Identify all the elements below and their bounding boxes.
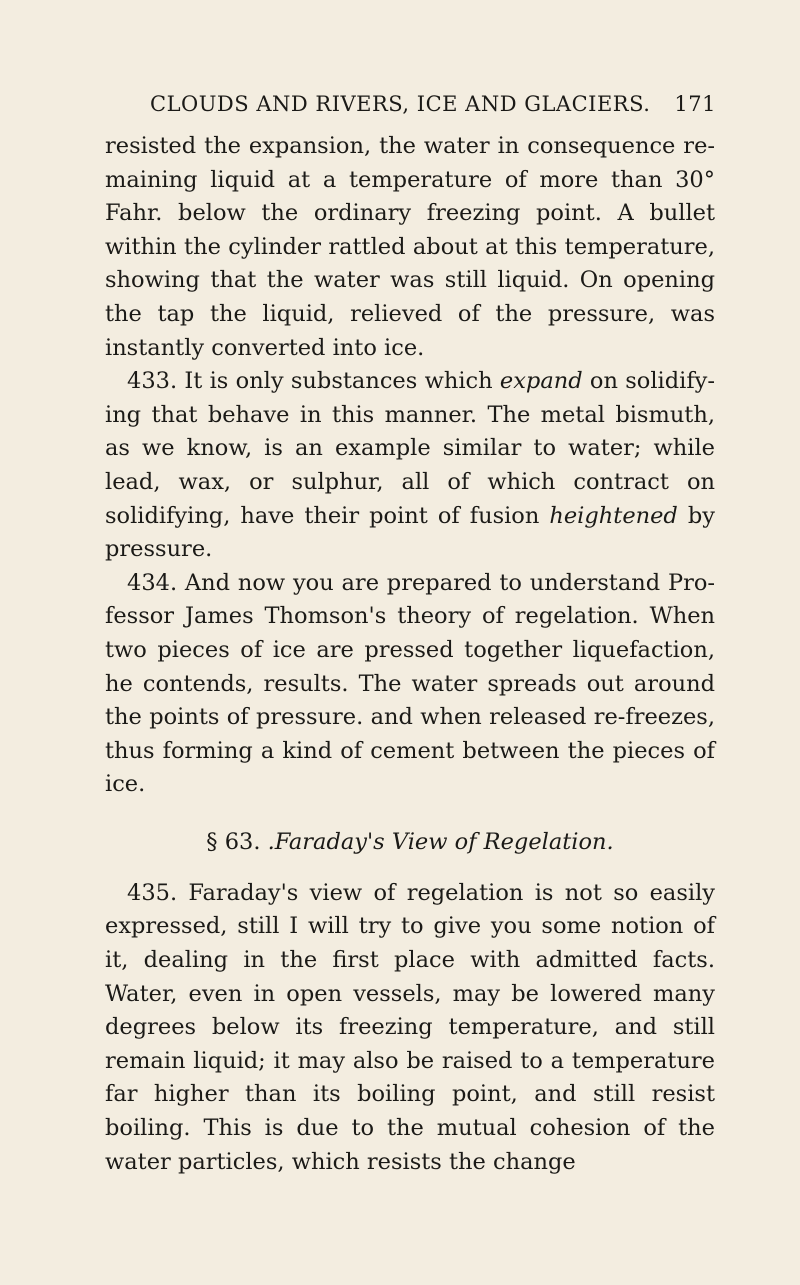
paragraph-433-emphasis-expand: expand bbox=[499, 368, 583, 395]
section-heading bbox=[105, 826, 715, 859]
section-title: .Faraday's View of Regelation. bbox=[267, 828, 614, 855]
paragraph-433-emphasis-heightened: heightened bbox=[549, 502, 678, 529]
running-head bbox=[150, 92, 716, 122]
running-head-title: CLOUDS AND RIVERS, ICE AND GLACIERS. bbox=[150, 92, 651, 116]
paragraph-433 bbox=[105, 365, 715, 567]
paragraph-435: 435. Faraday's view of regelation is not so easily expressed, still I will try to give you some notion of it, dealing in the first place with admitted facts. Water, even in open vessels, may be lowered many degrees below its freezing temperature, and still remain liquid; it may also be raised to a temperature far higher than its boiling point, and still resist boiling. This is due to the mutual cohesion of the water particles, which resists the change bbox=[105, 879, 715, 1175]
body-text bbox=[105, 130, 715, 1179]
paragraph-433-text-1: 433. It is only substances which bbox=[127, 368, 500, 395]
paragraph-continuation: resisted the expansion, the water in consequence re-maining liquid at a temperature of more than 30° Fahr. below the ordinary freezing point. A bullet within the cylinder rattled about at this temperature, showing that the water was still liquid. On opening the tap the liquid, relieved of the pressure, was instantly converted into ice. bbox=[105, 133, 715, 361]
page-number: 171 bbox=[674, 92, 716, 116]
paragraph-433-text-2: on solidify-ing that behave in this manner. The metal bismuth, as we know, is an example similar to water; while lead, wax, or sulphur, all of which contract on solidifying, have their point of fusion bbox=[105, 368, 715, 529]
section-number: § 63. bbox=[206, 828, 261, 855]
paragraph-433-text-3: by pressure. bbox=[105, 502, 715, 563]
paragraph-434: 434. And now you are prepared to understand Pro-fessor James Thomson's theory of regelation. When two pieces of ice are pressed together liquefaction, he contends, results. The water spreads out around the points of pressure. and when released re-freezes, thus forming a kind of cement between the pieces of ice. bbox=[105, 569, 715, 798]
